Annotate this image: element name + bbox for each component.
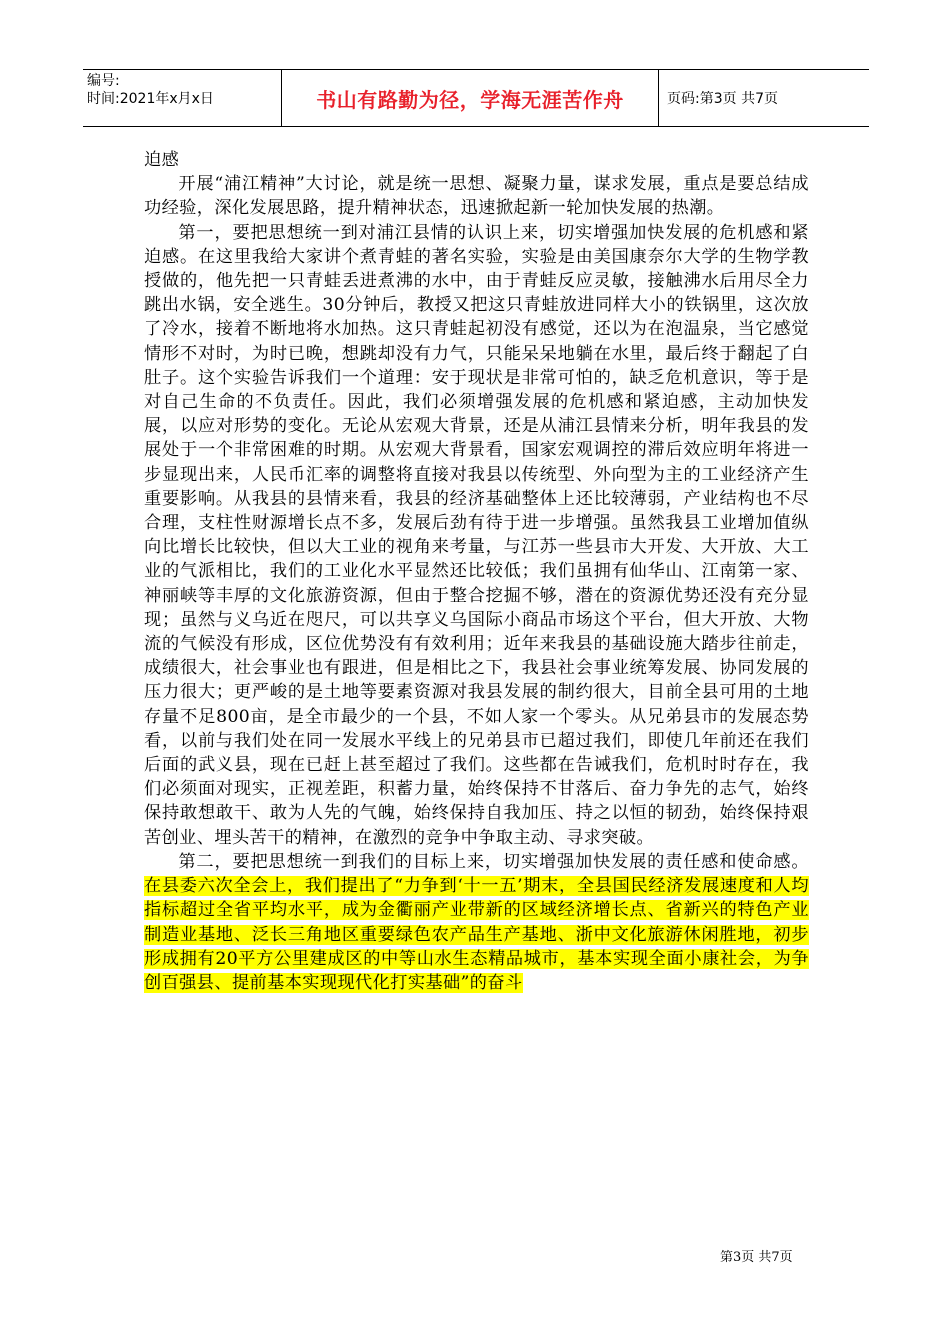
header-page-number: 页码:第3页 共7页 bbox=[667, 91, 778, 107]
paragraph-first-point: 第一，要把思想统一到对浦江县情的认识上来，切实增强加快发展的危机感和紧迫感。在这里我给大家讲个煮青蛙的著名实验，实验是由美国康奈尔大学的生物学教授做的，他先把一只青蛙丢进煮沸的水中，由于青蛙反应灵敏，接触沸水后用尽全力跳出水锅，安全逃生。30分钟后，教授又把这只青蛙放进同样大小的铁锅里，这次放了冷水，接着不断地将水加热。这只青蛙起初没有感觉，还以为在泡温泉，当它感觉情形不对时，为时已晚，想跳却没有力气，只能呆呆地躺在水里，最后终于翻起了白肚子。这个实验告诉我们一个道理：安于现状是非常可怕的，缺乏危机意识，等于是对自己生命的不负责任。因此，我们必须增强发展的危机感和紧迫感，主动加快发展，以应对形势的变化。无论从宏观大背景，还是从浦江县情来分析，明年我县的发展处于一个非常困难的时期。从宏观大背景看，国家宏观调控的滞后效应明年将进一步显现出来，人民币汇率的调整将直接对我县以传统型、外向型为主的工业经济产生重要影响。从我县的县情来看，我县的经济基础整体上还比较薄弱，产业结构也不尽合理，支柱性财源增长点不多，发展后劲有待于进一步增强。虽然我县工业增加值纵向比增长比较快，但以大工业的视角来考量，与江苏一些县市大开发、大开放、大工业的气派相比，我们的工业化水平显然还比较低；我们虽拥有仙华山、江南第一家、神丽峡等丰厚的文化旅游资源，但由于整合挖掘不够，潜在的资源优势还没有充分显现；虽然与义乌近在咫尺，可以共享义乌国际小商品市场这个平台，但大开放、大物流的气候没有形成，区位优势没有有效利用；近年来我县的基础设施大踏步往前走，成绩很大，社会事业也有跟进，但是相比之下，我县社会事业统筹发展、协同发展的压力很大；更严峻的是土地等要素资源对我县发展的制约很大，目前全县可用的土地存量不足800亩，是全市最少的一个县，不如人家一个零头。从兄弟县市的发展态势看，以前与我们处在同一发展水平线上的兄弟县市已超过我们，即使几年前还在我们后面的武义县，现在已赶上甚至超过了我们。这些都在告诫我们，危机时时存在，我们必须面对现实，正视差距，积蓄力量，始终保持不甘落后、奋力争先的志气，始终保持敢想敢干、敢为人先的气魄，始终保持自我加压、持之以恒的韧劲，始终保持艰苦创业、埋头苦干的精神，在激烈的竞争中争取主动、寻求突破。 bbox=[144, 222, 809, 848]
page-header bbox=[83, 69, 869, 127]
highlighted-text: 在县委六次全会上，我们提出了“力争到‘十一五’期末，全县国民经济发展速度和人均指标超过全省平均水平，成为金衢丽产业带新的区域经济增长点、省新兴的特色产业制造业基地、泛长三角地区重要绿色农产品生产基地、浙中文化旅游休闲胜地，初步形成拥有20平方公里建成区的中等山水生态精品城市，基本实现全面小康社会，为争创百强县、提前基本实现现代化打实基础”的奋斗 bbox=[144, 876, 809, 993]
paragraph-continuation: 迫感 bbox=[144, 150, 180, 170]
number-label: 编号: bbox=[87, 73, 120, 89]
paragraph-intro: 开展“浦江精神”大讨论，就是统一思想、凝聚力量，谋求发展，重点是要总结成功经验，深化发展思路，提升精神状态，迅速掀起新一轮加快发展的热潮。 bbox=[144, 174, 809, 219]
header-motto: 书山有路勤为径，学海无涯苦作舟 bbox=[281, 70, 659, 126]
second-point-lead: 第二，要把思想统一到我们的目标上来，切实增强加快发展的责任感和使命感。 bbox=[178, 851, 809, 872]
header-meta bbox=[87, 72, 281, 126]
paragraph-second-point bbox=[144, 850, 809, 995]
document-body bbox=[144, 148, 809, 995]
date-label: 时间:2021年x月x日 bbox=[87, 91, 214, 107]
page-footer: 第3页 共7页 bbox=[720, 1250, 793, 1265]
